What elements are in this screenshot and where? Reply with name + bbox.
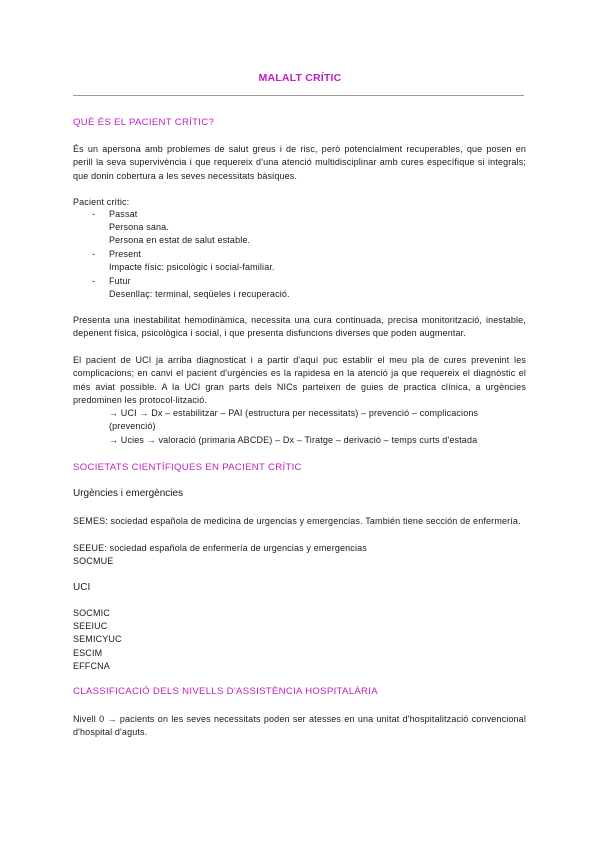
uci-society-item: SOCMIC xyxy=(73,608,110,618)
list-item-detail: Impacte físic: psicològic i social-familiar. xyxy=(109,262,275,272)
nivell-0-paragraph: Nivell 0 → pacients on les seves necessitats poden ser atesses en una unitat d'hospitalització convencional d'hospital d'aguts. xyxy=(73,714,526,738)
list-item-present: Present xyxy=(109,249,142,259)
section-heading-classificacio: CLASSIFICACIÓ DELS NIVELLS D'ASSISTÈNCIA HOSPITALÀRIA xyxy=(73,686,378,697)
section-heading-societats: SOCIETATS CIENTÍFIQUES EN PACIENT CRÍTIC xyxy=(73,462,302,473)
semes-entry: SEMES: sociedad española de medicina de urgencias y emergencias. También tiene sección de enfermería. xyxy=(73,516,521,526)
list-bullet: - xyxy=(92,276,95,286)
uci-society-item: ESCIM xyxy=(73,648,103,658)
seeue-entry: SEEUE: sociedad española de enfermería de urgencias y emergencias xyxy=(73,543,367,553)
arrow-line-ucies: → Ucies → valoració (primaria ABCDE) – Dx – Tiratge – derivació – temps curts d'estada xyxy=(109,435,478,445)
document-title: MALALT CRÍTIC xyxy=(258,72,342,84)
section-heading-que-es: QUÈ ÉS EL PACIENT CRÍTIC? xyxy=(73,117,215,128)
uci-society-item: SEEIUC xyxy=(73,621,108,631)
uci-society-item: EFFCNA xyxy=(73,661,110,671)
paragraph-inestabilitat: Presenta una inestabilitat hemodinàmica, necessita una cura continuada, precisa monitorització, inestable, depenent física, psicològica i social, i que presenta disfuncions diverses que poden augmentar. xyxy=(73,315,526,339)
list-item-passat: Passat xyxy=(109,209,138,219)
list-item-detail: Desenllaç: terminal, seqüeles i recuperació. xyxy=(109,289,290,299)
list-bullet: - xyxy=(92,209,95,219)
paragraph-uci-urgencies: El pacient de UCI ja arriba diagnosticat i a partir d'aquí puc establir el meu pla de cures prevenint les complicacions; en canvi el pacient d'urgències es la rapidesa en la atenció ja que requereix el diagnòstic el més aviat possible. A la UCI gran parts dels NICs parteixen de guies de practica clínica, a urgències predominen les protocol·lització. xyxy=(73,355,526,406)
socmue-entry: SOCMUE xyxy=(73,556,114,566)
arrow-line-uci: → UCI → Dx – estabilitzar – PAI (estructura per necessitats) – prevenció – complicacions (prevenció) xyxy=(109,408,479,432)
list-item-detail: Persona en estat de salut estable. xyxy=(109,235,251,245)
title-divider xyxy=(73,95,524,96)
list-item-detail: Persona sana. xyxy=(109,222,169,232)
subheading-uci: UCI xyxy=(73,582,91,593)
list-bullet: - xyxy=(92,249,95,259)
pacient-critic-label: Pacient crític: xyxy=(73,197,130,207)
subheading-urgencies: Urgències i emergències xyxy=(73,488,184,499)
uci-society-item: SEMICYUC xyxy=(73,634,122,644)
list-item-futur: Futur xyxy=(109,276,131,286)
intro-paragraph: És un apersona amb problemes de salut greus i de risc, però potencialment recuperables, que posen en perill la seva supervivència i que requereix d'una atenció multidisciplinar amb cures específique si integrals; que donin cobertura a les seves necessitats bàsiques. xyxy=(73,144,526,181)
